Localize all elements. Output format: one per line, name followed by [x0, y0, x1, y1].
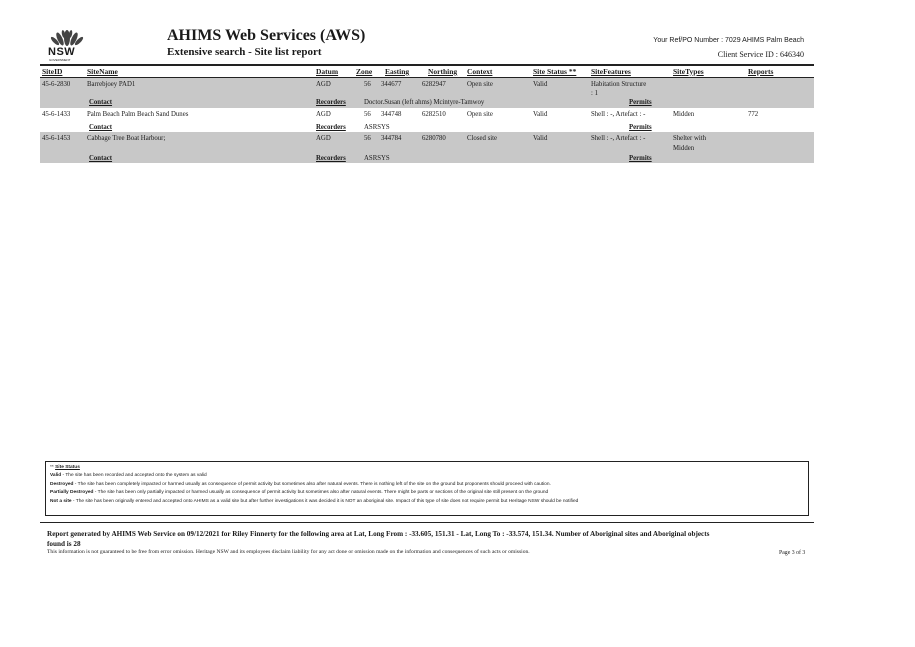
site-features: Habitation Structure — [591, 81, 647, 88]
col-context: Context — [467, 67, 493, 76]
easting: 344677 — [381, 81, 402, 88]
site-types-cont: Midden — [673, 145, 695, 152]
site-id: 45-6-1433 — [42, 111, 71, 118]
col-zone: Zone — [356, 67, 373, 76]
report-title: AHIMS Web Services (AWS) — [167, 27, 366, 44]
nsw-logo — [46, 28, 88, 62]
easting: 344784 — [381, 135, 402, 142]
header-rule — [40, 64, 814, 66]
ref-number: Your Ref/PO Number : 7029 AHIMS Palm Beach — [653, 37, 804, 44]
site-features: Shell : -, Artefact : - — [591, 135, 646, 142]
col-site-name: SiteName — [87, 67, 118, 76]
col-easting: Easting — [385, 67, 410, 76]
context: Open site — [467, 81, 493, 88]
site-name: Barrebjoey PAD1 — [87, 81, 136, 88]
site-types: Midden — [673, 111, 695, 118]
datum: AGD — [316, 81, 331, 88]
site-features-cont: : 1 — [591, 90, 598, 97]
waratah-icon — [46, 28, 88, 48]
col-datum: Datum — [316, 67, 339, 76]
zone: 56 — [364, 111, 371, 118]
col-site-status: Site Status ** — [533, 67, 577, 76]
datum: AGD — [316, 111, 331, 118]
logo-text: NSW — [48, 46, 76, 58]
legend-valid-text: - The site has been recorded and accepted onto the system as valid — [61, 473, 207, 479]
legend-notsite-text: - The site has been originally entered and accepted onto AHIMS as a valid site but after further investigations it was decided it is NOT an aboriginal site. Impact of this type of site does not require permit but Heritage NSW should be notified — [71, 498, 579, 504]
col-site-id: SiteID — [42, 67, 63, 76]
site-status: Valid — [533, 81, 548, 88]
site-features: Shell : -, Artefact : - — [591, 111, 646, 118]
northing: 6280780 — [422, 135, 446, 142]
zone: 56 — [364, 81, 371, 88]
logo-subtext: GOVERNMENT — [49, 58, 71, 62]
site-name: Cabbage Tree Boat Harbour; — [87, 135, 166, 142]
legend-valid-term: Valid — [50, 473, 62, 479]
contact-label: Contact — [89, 155, 113, 162]
col-site-types: SiteTypes — [673, 67, 704, 76]
datum: AGD — [316, 135, 331, 142]
context: Open site — [467, 111, 493, 118]
site-id: 45-6-1453 — [42, 135, 71, 142]
site-status: Valid — [533, 111, 548, 118]
site-status-legend — [45, 461, 809, 516]
footer-rule — [40, 522, 814, 523]
legend-destroyed-text: - The site has been completely impacted or harmed usually as consequence of permit activity but sometimes also after natural events. There is nothing left of the site on the ground but proponents should proceed with caution. — [73, 481, 551, 487]
legend-heading-mark: ** — [50, 465, 54, 470]
permits-label: Permits — [629, 155, 652, 162]
easting: 344748 — [381, 111, 402, 118]
client-service-id: Client Service ID : 646340 — [717, 50, 804, 59]
col-northing: Northing — [428, 67, 458, 76]
recorders-label: Recorders — [316, 155, 346, 162]
contact-label: Contact — [89, 124, 113, 131]
permits-label: Permits — [629, 99, 652, 106]
zone: 56 — [364, 135, 371, 142]
legend-heading: Site Status — [55, 465, 80, 470]
col-reports: Reports — [748, 67, 774, 76]
recorders-label: Recorders — [316, 124, 346, 131]
recorders-value: ASRSYS — [364, 155, 390, 162]
site-id: 45-6-2830 — [42, 81, 71, 88]
recorders-value: Doctor.Susan (left ahms) Mcintyre-Tamwoy — [364, 99, 485, 106]
report-subtitle: Extensive search - Site list report — [167, 46, 322, 58]
legend-notsite-term: Not a site — [50, 498, 72, 504]
reports: 772 — [748, 111, 759, 118]
site-name: Palm Beach Palm Beach Sand Dunes — [87, 111, 189, 118]
legend-destroyed-term: Destroyed — [50, 481, 74, 487]
contact-label: Contact — [89, 99, 113, 106]
col-site-features: SiteFeatures — [591, 67, 631, 76]
legend-partial-term: Partially Destroyed — [50, 490, 94, 496]
northing: 6282510 — [422, 111, 446, 118]
site-types: Shelter with — [673, 135, 707, 142]
site-status: Valid — [533, 135, 548, 142]
disclaimer: This information is not guaranteed to be free from error omission. Heritage NSW and its employees disclaim liability for any act done or omission made on the information and consequences of such acts or omission. — [47, 549, 530, 555]
recorders-label: Recorders — [316, 99, 346, 106]
recorders-value: ASRSYS — [364, 124, 390, 131]
context: Closed site — [467, 135, 498, 142]
page-number: Page 3 of 3 — [779, 550, 806, 556]
report-summary: Report generated by AHIMS Web Service on 09/12/2021 for Riley Finnerty for the following area at Lat, Long From : -33.605, 151.31 - Lat, Long To : -33.574, 151.34. Number of Aboriginal sites and Aboriginal objects found is 28 — [47, 530, 710, 548]
permits-label: Permits — [629, 124, 652, 131]
northing: 6282947 — [422, 81, 446, 88]
legend-partial-text: - The site has been only partially impacted or harmed usually as consequence of permit activity but sometimes also after natural events. There might be parts or sections of the original site still present on the ground — [93, 490, 549, 496]
